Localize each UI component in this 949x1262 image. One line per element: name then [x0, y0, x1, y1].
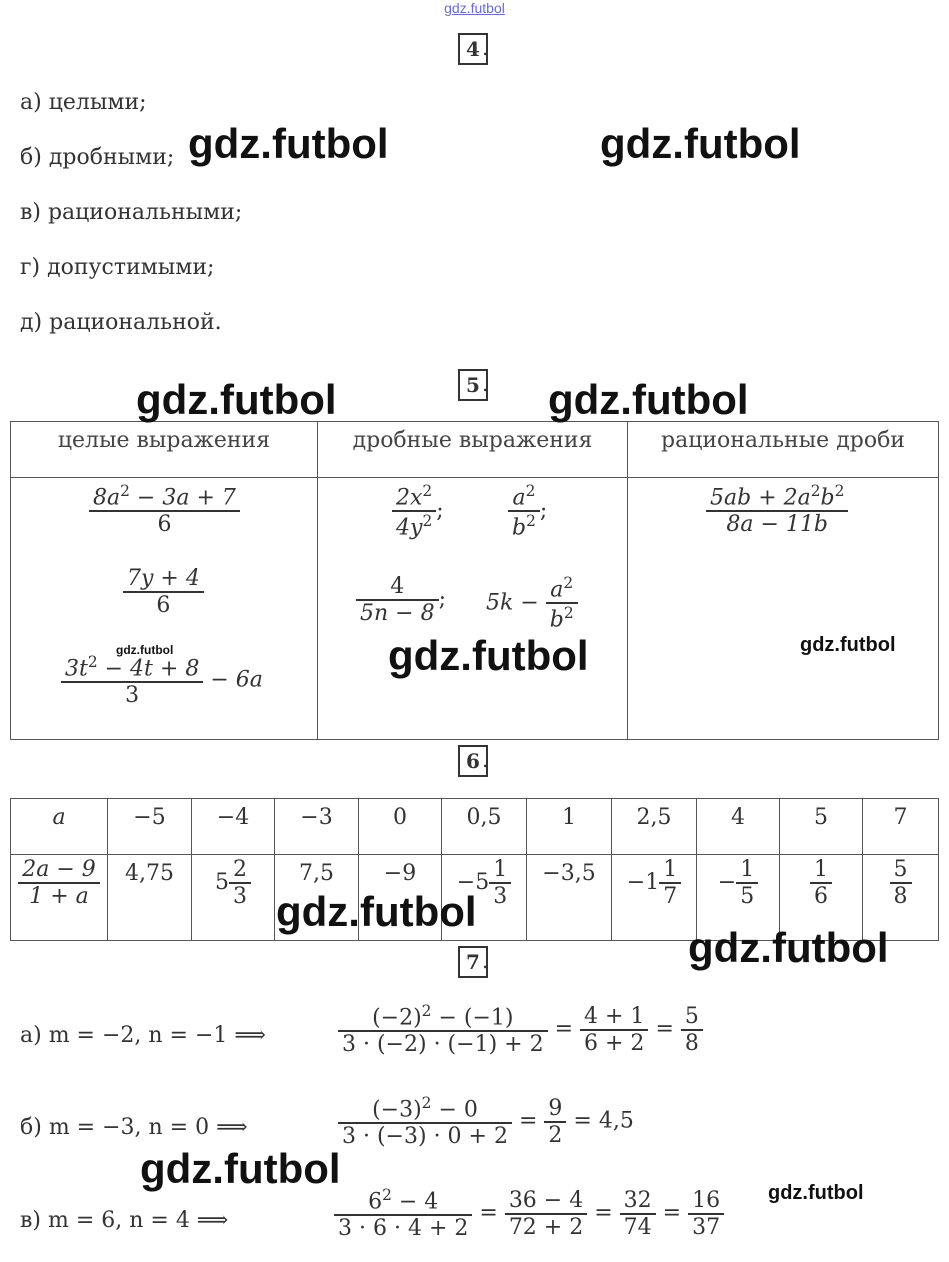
task6-a-value: 1	[527, 799, 612, 855]
task6-result: −9	[359, 855, 442, 941]
task5-col-integer	[11, 478, 318, 740]
watermark: gdz.futbol	[600, 120, 801, 167]
task7-b-computation: $\frac{(-3)^2 - 0}{3 \cdot (-3) \cdot 0 + 2}$ = $\frac{9}{2}$ = 4,5	[338, 1094, 634, 1149]
watermark: gdz.futbol	[688, 924, 889, 971]
task6-result: $\frac{1}{6}$	[780, 855, 863, 941]
task6-result: − $\frac{1}{5}$	[697, 855, 780, 941]
task6-number: 6	[458, 745, 488, 777]
task7-c-computation: $\frac{6^2 - 4}{3 \cdot 6 \cdot 4 + 2}$ = $\frac{36 - 4}{72 + 2}$ = $\frac{32}{74}$ = $\frac{16}{37}$	[334, 1186, 724, 1241]
task7-number-dot: .	[482, 949, 489, 973]
expr-int-1: $\frac{8a^2 - 3a + 7}{6}$	[89, 482, 240, 537]
watermark: gdz.futbol	[140, 1145, 341, 1192]
task6-result: −5 $\frac{1}{3}$	[442, 855, 527, 941]
expr-frac-2: $\frac{a^2}{b^2}$ ;	[508, 482, 547, 541]
task6-header-a: a	[11, 799, 108, 855]
expr-int-2: $\frac{7y + 4}{6}$	[123, 566, 204, 618]
watermark: gdz.futbol	[136, 376, 337, 423]
task6-result: $\frac{5}{8}$	[863, 855, 939, 941]
task6-result: −1 $\frac{1}{7}$	[612, 855, 697, 941]
task6-expression: $\frac{2a - 9}{1 + a}$	[11, 855, 108, 941]
task6-a-value: 7	[863, 799, 939, 855]
watermark: gdz.futbol	[768, 1182, 864, 1204]
expr-frac-1: $\frac{2x^2}{4y^2}$ ;	[392, 482, 444, 541]
task6-a-value: 0,5	[442, 799, 527, 855]
task6-number-dot: .	[482, 748, 489, 772]
expr-frac-4: 5k − $\frac{a^2}{b^2}$	[486, 574, 578, 633]
task6-result: 5 $\frac{2}{3}$	[192, 855, 275, 941]
task7-number: 7	[458, 946, 488, 978]
task4-item-d: г) допустимыми;	[20, 255, 215, 280]
watermark: gdz.futbol	[800, 634, 896, 656]
task6-a-value: 4	[697, 799, 780, 855]
task6-a-value: −3	[275, 799, 359, 855]
task6-a-value: 0	[359, 799, 442, 855]
watermark: gdz.futbol	[116, 643, 174, 657]
expr-rational-1: $\frac{5ab + 2a^2b^2}{8a - 11b}$	[706, 482, 848, 537]
task7-a-computation: $\frac{(-2)^2 - (-1)}{3 \cdot (-2) \cdot (-1) + 2}$ = $\frac{4 + 1}{6 + 2}$ = $\frac{5}{8}$	[338, 1002, 703, 1057]
task4-item-e: д) рациональной.	[20, 310, 222, 335]
task6-a-value: 2,5	[612, 799, 697, 855]
watermark: gdz.futbol	[276, 888, 477, 935]
task6-result: 7,5	[275, 855, 359, 941]
watermark: gdz.futbol	[548, 376, 749, 423]
task5-table	[10, 421, 939, 740]
task6-result: −3,5	[527, 855, 612, 941]
header-link[interactable]: gdz.futbol	[444, 0, 505, 16]
task6-a-value: 5	[780, 799, 863, 855]
expr-int-3: $\frac{3t^2 - 4t + 8}{3}$ − 6a	[61, 653, 263, 708]
task5-header-rational: рациональные дроби	[628, 422, 939, 478]
task4-item-a: а) целыми;	[20, 90, 147, 115]
task6-result: 4,75	[108, 855, 192, 941]
task6-a-value: −4	[192, 799, 275, 855]
task4-number-dot: .	[482, 36, 489, 60]
task4-item-c: в) рациональными;	[20, 200, 243, 225]
task5-number-dot: .	[482, 372, 489, 396]
task5-header-integer: целые выражения	[11, 422, 318, 478]
task4-item-b: б) дробными;	[20, 145, 175, 170]
task4-number: 4	[458, 33, 488, 65]
task7-b-lead: б) m = −3, n = 0 ⟹	[20, 1115, 248, 1140]
task7-a-lead: а) m = −2, n = −1 ⟹	[20, 1023, 266, 1048]
watermark: gdz.futbol	[388, 632, 589, 679]
task6-a-value: −5	[108, 799, 192, 855]
task5-col-fractional	[318, 478, 628, 740]
expr-frac-3: $\frac{4}{5n - 8}$ ;	[356, 574, 446, 626]
watermark: gdz.futbol	[188, 120, 389, 167]
task5-col-rational	[628, 478, 939, 740]
task7-c-lead: в) m = 6, n = 4 ⟹	[20, 1208, 229, 1233]
task5-number: 5	[458, 369, 488, 401]
task5-header-fractional: дробные выражения	[318, 422, 628, 478]
